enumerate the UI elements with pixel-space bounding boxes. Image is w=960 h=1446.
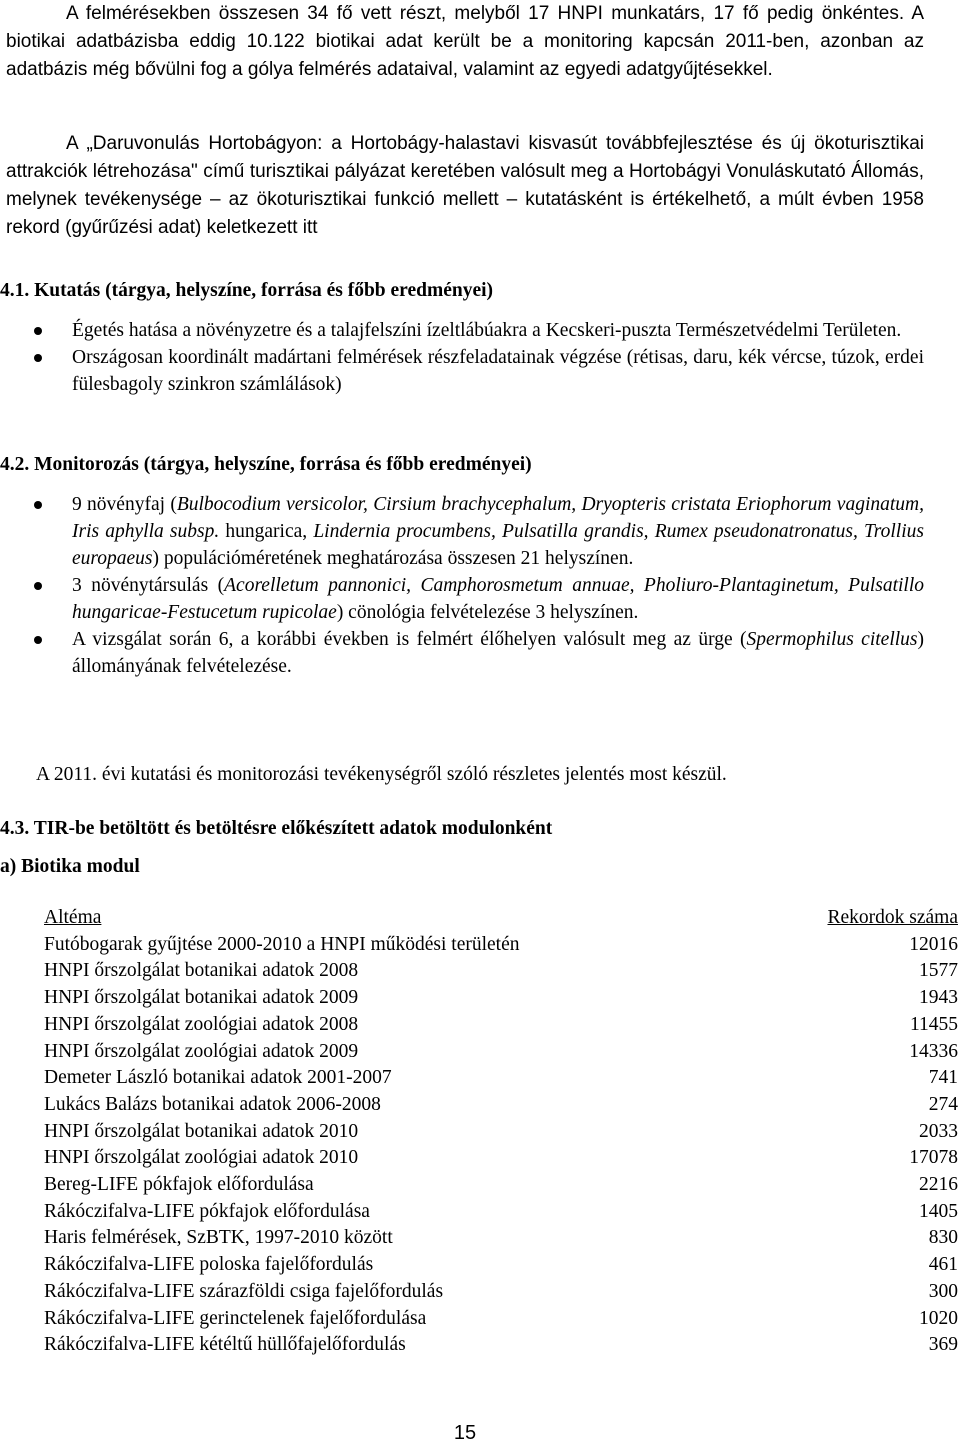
list-item: 3 növénytársulás (Acorelletum pannonici, Camphorosmetum annuae, Pholiuro-Plantaginetum, Pulsatillo hungaricae-Festucetum rupicolae) cönológia felvételezése 3 helyszínen. (6, 572, 924, 626)
list-item: Égetés hatása a növényzetre és a talajfelszíni ízeltlábúakra a Kecskeri-puszta Természetvédelmi Területen. (6, 317, 924, 344)
row-altema: HNPI őrszolgálat botanikai adatok 2008 (44, 960, 359, 982)
table-row (44, 1252, 958, 1279)
row-altema: Rákóczifalva-LIFE pókfajok előfordulása (44, 1200, 370, 1222)
row-rekordok: 1405 (919, 1200, 958, 1222)
row-altema: HNPI őrszolgálat zoológiai adatok 2008 (44, 1013, 359, 1035)
row-altema: Haris felmérések, SzBTK, 1997-2010 között (44, 1227, 393, 1249)
row-altema: Rákóczifalva-LIFE gerinctelenek fajelőfordulása (44, 1307, 427, 1329)
row-rekordok: 11455 (909, 1013, 958, 1035)
row-rekordok: 1577 (919, 960, 958, 982)
paragraph-report-note: A 2011. évi kutatási és monitorozási tevékenységről szóló részletes jelentés most készül. (36, 764, 727, 785)
row-rekordok: 461 (928, 1254, 958, 1276)
bullet-icon (34, 582, 42, 590)
row-rekordok: 14336 (909, 1040, 958, 1062)
table-body (44, 932, 958, 1359)
bullet-icon (34, 354, 42, 362)
table-row (44, 1306, 958, 1333)
table-row (44, 1332, 958, 1359)
row-altema: Rákóczifalva-LIFE szárazföldi csiga fajelőfordulás (44, 1280, 444, 1302)
records-table (44, 905, 958, 1359)
row-rekordok: 17078 (909, 1147, 958, 1169)
table-row (44, 1119, 958, 1146)
row-altema: HNPI őrszolgálat botanikai adatok 2009 (44, 987, 359, 1009)
row-rekordok: 2216 (919, 1174, 958, 1196)
table-row (44, 985, 958, 1012)
row-altema: HNPI őrszolgálat zoológiai adatok 2010 (44, 1147, 359, 1169)
paragraph-participants: A felmérésekben összesen 34 fő vett részt, melyből 17 HNPI munkatárs, 17 fő pedig önkéntes. A biotikai adatbázisba eddig 10.122 biotikai adat került be a monitoring kapcsán 2011-ben, azonban az adatbázis még bővülni fog a gólya felmérés adataival, valamint az egyedi adatgyűjtésekkel. (6, 3, 924, 80)
row-altema: HNPI őrszolgálat zoológiai adatok 2009 (44, 1040, 359, 1062)
row-rekordok: 274 (928, 1093, 958, 1115)
row-rekordok: 1020 (919, 1307, 958, 1329)
table-row (44, 1172, 958, 1199)
table-row (44, 1225, 958, 1252)
column-header-altema: Altéma (44, 907, 102, 928)
row-rekordok: 369 (928, 1334, 958, 1356)
row-altema: Futóbogarak gyűjtése 2000-2010 a HNPI működési területén (44, 933, 520, 955)
row-altema: Bereg-LIFE pókfajok előfordulása (44, 1174, 314, 1196)
row-altema: Lukács Balázs botanikai adatok 2006-2008 (44, 1093, 381, 1115)
table-row (44, 1145, 958, 1172)
table-row (44, 1199, 958, 1226)
page-number: 15 (453, 1422, 477, 1444)
paragraph-daruvonulas: A „Daruvonulás Hortobágyon: a Hortobágy-halastavi kisvasút továbbfejlesztése és új ökoturisztikai attrakciók létrehozása" című turisztikai pályázat keretében valósult meg a Hortobágyi Vonuláskutató Állomás, melynek tevékenysége – az ökoturisztikai funkció mellett – kutatásként is értékelhető, a múlt évben 1958 rekord (gyűrűzési adat) keletkezett itt (6, 133, 924, 238)
row-rekordok: 1943 (919, 987, 958, 1009)
table-row (44, 958, 958, 985)
row-rekordok: 741 (928, 1067, 958, 1089)
row-rekordok: 12016 (909, 933, 958, 955)
heading-4-2: 4.2. Monitorozás (tárgya, helyszíne, forrása és főbb eredményei) (0, 454, 532, 475)
table-row (44, 1012, 958, 1039)
table-row (44, 932, 958, 959)
table-row (44, 1092, 958, 1119)
row-altema: HNPI őrszolgálat botanikai adatok 2010 (44, 1120, 359, 1142)
bullet-icon (34, 501, 42, 509)
list-research (6, 317, 924, 398)
row-altema: Demeter László botanikai adatok 2001-2007 (44, 1067, 392, 1089)
table-row (44, 1279, 958, 1306)
row-rekordok: 2033 (919, 1120, 958, 1142)
heading-4-3: 4.3. TIR-be betöltött és betöltésre előkészített adatok modulonként (0, 818, 553, 839)
heading-4-1: 4.1. Kutatás (tárgya, helyszíne, forrása és főbb eredményei) (0, 280, 494, 301)
row-rekordok: 300 (928, 1280, 958, 1302)
row-altema: Rákóczifalva-LIFE poloska fajelőfordulás (44, 1254, 374, 1276)
subheading-biotika-modul: a) Biotika modul (0, 856, 140, 877)
column-header-rekordok: Rekordok száma (827, 907, 958, 928)
bullet-icon (34, 327, 42, 335)
table-header (44, 905, 958, 932)
bullet-icon (34, 636, 42, 644)
table-row (44, 1065, 958, 1092)
row-rekordok: 830 (928, 1227, 958, 1249)
table-row (44, 1039, 958, 1066)
row-altema: Rákóczifalva-LIFE kétéltű hüllőfajelőfordulás (44, 1334, 406, 1356)
list-item: 9 növényfaj (Bulbocodium versicolor, Cirsium brachycephalum, Dryopteris cristata Eriophorum vaginatum, Iris aphylla subsp. hungarica, Lindernia procumbens, Pulsatilla grandis, Rumex pseudonatronatus, Trollius europaeus) populációméretének meghatározása összesen 21 helyszínen. (6, 491, 924, 572)
list-item: Országosan koordinált madártani felmérések részfeladatainak végzése (rétisas, daru, kék vércse, túzok, erdei fülesbagoly szinkron számlálások) (6, 344, 924, 398)
list-monitoring (6, 491, 924, 680)
list-item: A vizsgálat során 6, a korábbi években is felmért élőhelyen valósult meg az ürge (Spermophilus citellus) állományának felvételezése. (6, 626, 924, 680)
